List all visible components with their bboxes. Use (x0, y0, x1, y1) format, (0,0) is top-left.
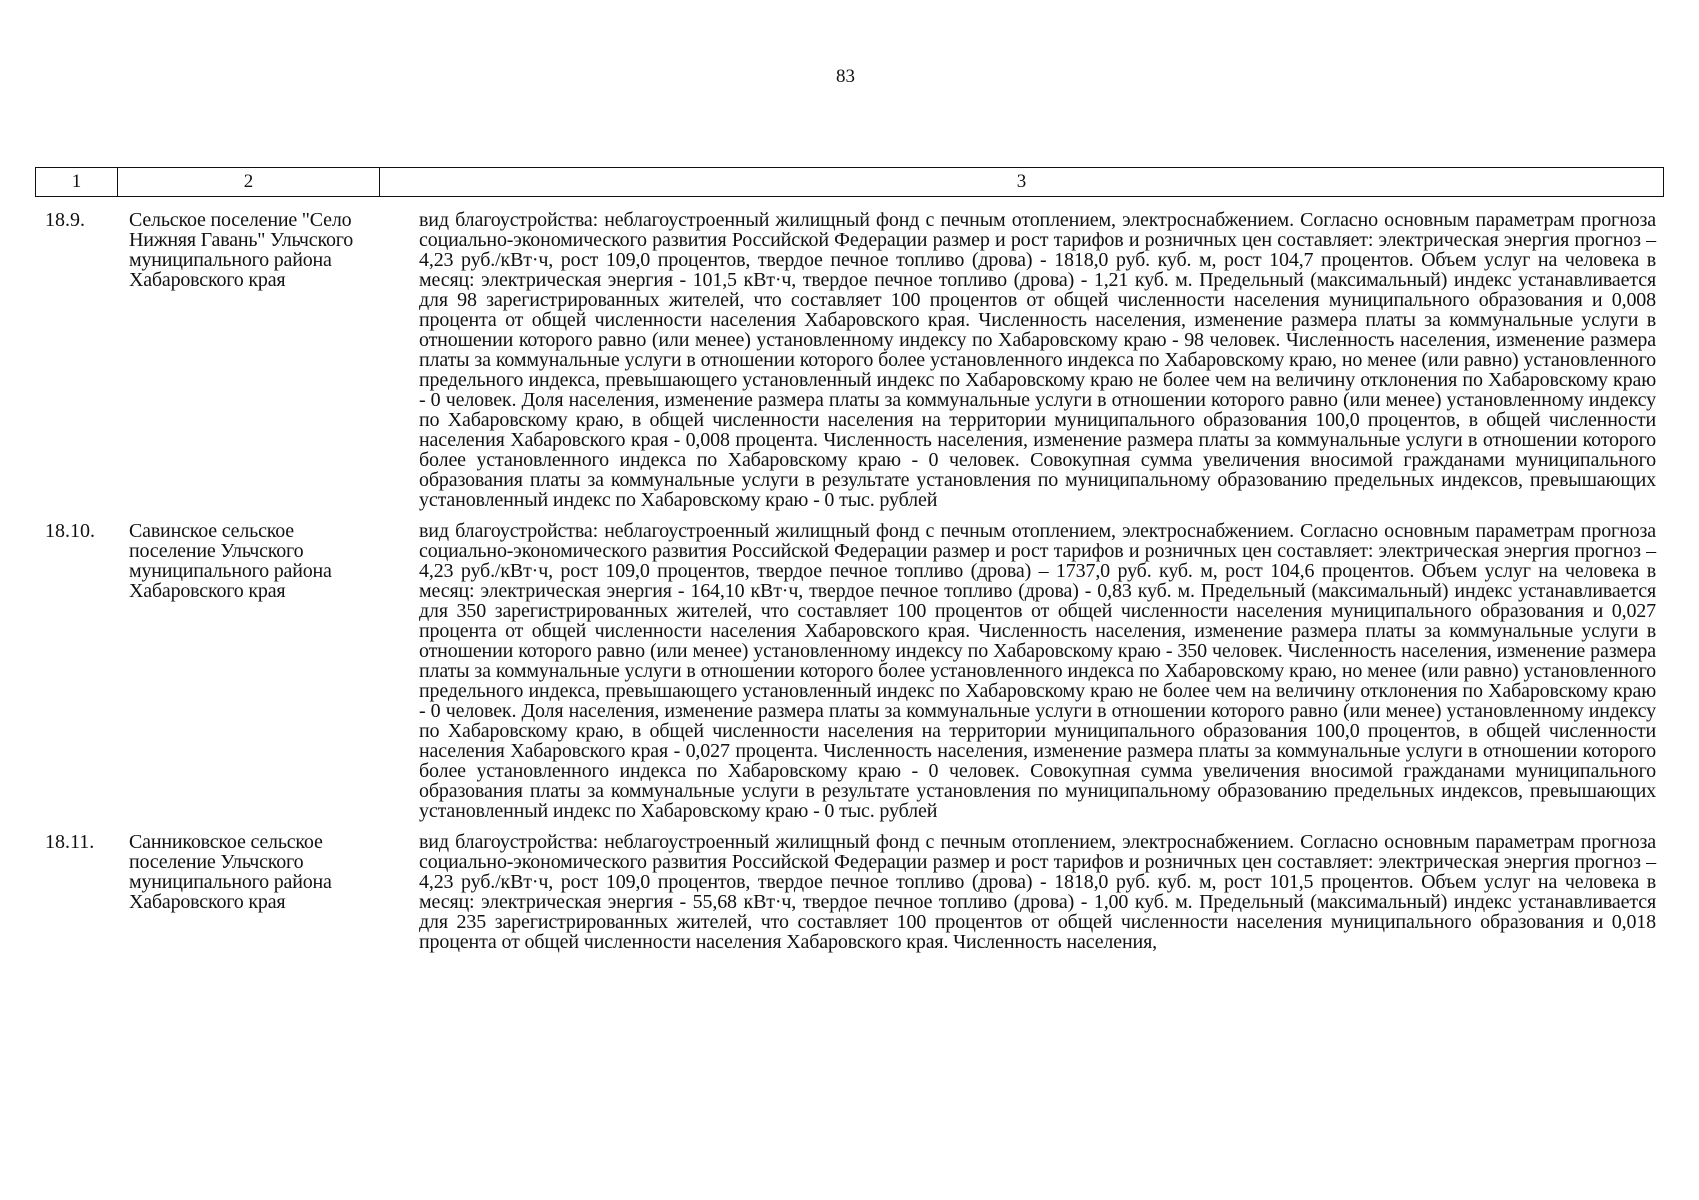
table-row (35, 832, 1664, 952)
row-description: вид благоустройства: неблагоустроенный жилищный фонд с печным отоплением, электроснабжением. Согласно основным параметрам прогноза социально-экономического развития Российской Федерации размер и рост тарифов и розничных цен составляет: электрическая энергия прогноз – 4,23 руб./кВт·ч, рост 109,0 процентов, твердое печное топливо (дрова) - 1818,0 руб. куб. м, рост 101,5 процентов. Объем услуг на человека в месяц: электрическая энергия - 55,68 кВт·ч, твердое печное топливо (дрова) - 1,00 куб. м. Предельный (максимальный) индекс устанавливается для 235 зарегистрированных жителей, что составляет 100 процентов от общей численности населения муниципального образования и 0,018 процента от общей численности населения Хабаровского края. Численность населения, (419, 831, 1656, 953)
table-body (35, 210, 1664, 952)
municipality-name: Сельское поселение "Село Нижняя Гавань" Ульчского муниципального района Хабаровского края (129, 209, 354, 291)
table-row (35, 521, 1664, 821)
page-number: 83 (836, 66, 855, 87)
header-col-2: 2 (118, 168, 380, 196)
row-description: вид благоустройства: неблагоустроенный жилищный фонд с печным отоплением, электроснабжением. Согласно основным параметрам прогноза социально-экономического развития Российской Федерации размер и рост тарифов и розничных цен составляет: электрическая энергия прогноз – 4,23 руб./кВт·ч, рост 109,0 процентов, твердое печное топливо (дрова) – 1737,0 руб. куб. м, рост 104,6 процентов. Объем услуг на человека в месяц: электрическая энергия - 164,10 кВт·ч, твердое печное топливо (дрова) - 0,83 куб. м. Предельный (максимальный) индекс устанавливается для 350 зарегистрированных жителей, что составляет 100 процентов от общей численности населения муниципального образования и 0,027 процента от общей численности населения Хабаровского края. Численность населения, изменение размера платы за коммунальные услуги в отношении которого равно (или менее) установленному индексу по Хабаровскому краю - 350 человек. Численность населения, изменение размера платы за коммунальные услуги в отношении которого более установленного индекса по Хабаровскому краю, но менее (или равно) установленного предельного индекса, превышающего установленный индекс по Хабаровскому краю не более чем на величину отклонения по Хабаровскому краю - 0 человек. Доля населения, изменение размера платы за коммунальные услуги в отношении которого равно (или менее) установленному индексу по Хабаровскому краю, в общей численности населения на территории муниципального образования 100,0 процентов, в общей численности населения Хабаровского края - 0,027 процента. Численность населения, изменение размера платы за коммунальные услуги в отношении которого более установленного индекса по Хабаровскому краю - 0 человек. Совокупная сумма увеличения вносимой гражданами муниципального образования платы за коммунальные услуги в результате установления по муниципальному образованию предельных индексов, превышающих установленный индекс по Хабаровскому краю - 0 тыс. рублей (419, 520, 1656, 822)
header-col-1: 1 (36, 168, 118, 196)
row-description: вид благоустройства: неблагоустроенный жилищный фонд с печным отоплением, электроснабжением. Согласно основным параметрам прогноза социально-экономического развития Российской Федерации размер и рост тарифов и розничных цен составляет: электрическая энергия прогноз – 4,23 руб./кВт·ч, рост 109,0 процентов, твердое печное топливо (дрова) - 1818,0 руб. куб. м, рост 104,7 процентов. Объем услуг на человека в месяц: электрическая энергия - 101,5 кВт·ч, твердое печное топливо (дрова) - 1,21 куб. м. Предельный (максимальный) индекс устанавливается для 98 зарегистрированных жителей, что составляет 100 процентов от общей численности населения муниципального образования и 0,008 процента от общей численности населения Хабаровского края. Численность населения, изменение размера платы за коммунальные услуги в отношении которого равно (или менее) установленному индексу по Хабаровскому краю - 98 человек. Численность населения, изменение размера платы за коммунальные услуги в отношении которого более установленного индекса по Хабаровскому краю, но менее (или равно) установленного предельного индекса, превышающего установленный индекс по Хабаровскому краю не более чем на величину отклонения по Хабаровскому краю - 0 человек. Доля населения, изменение размера платы за коммунальные услуги в отношении которого равно (или менее) установленному индексу по Хабаровскому краю, в общей численности населения на территории муниципального образования 100,0 процентов, в общей численности населения Хабаровского края - 0,008 процента. Численность населения, изменение размера платы за коммунальные услуги в отношении которого более установленного индекса по Хабаровскому краю - 0 человек. Совокупная сумма увеличения вносимой гражданами муниципального образования платы за коммунальные услуги в результате установления по муниципальному образованию предельных индексов, превышающих установленный индекс по Хабаровскому краю - 0 тыс. рублей (419, 209, 1656, 511)
row-number: 18.9. (45, 209, 85, 231)
municipality-name: Савинское сельское поселение Ульчского муниципального района Хабаровского края (129, 520, 332, 602)
table-row (35, 210, 1664, 510)
table-header (35, 167, 1664, 197)
municipality-name: Санниковское сельское поселение Ульчского муниципального района Хабаровского края (129, 831, 332, 913)
row-number: 18.10. (45, 520, 95, 542)
header-col-3: 3 (1016, 171, 1027, 192)
row-number: 18.11. (45, 831, 95, 853)
